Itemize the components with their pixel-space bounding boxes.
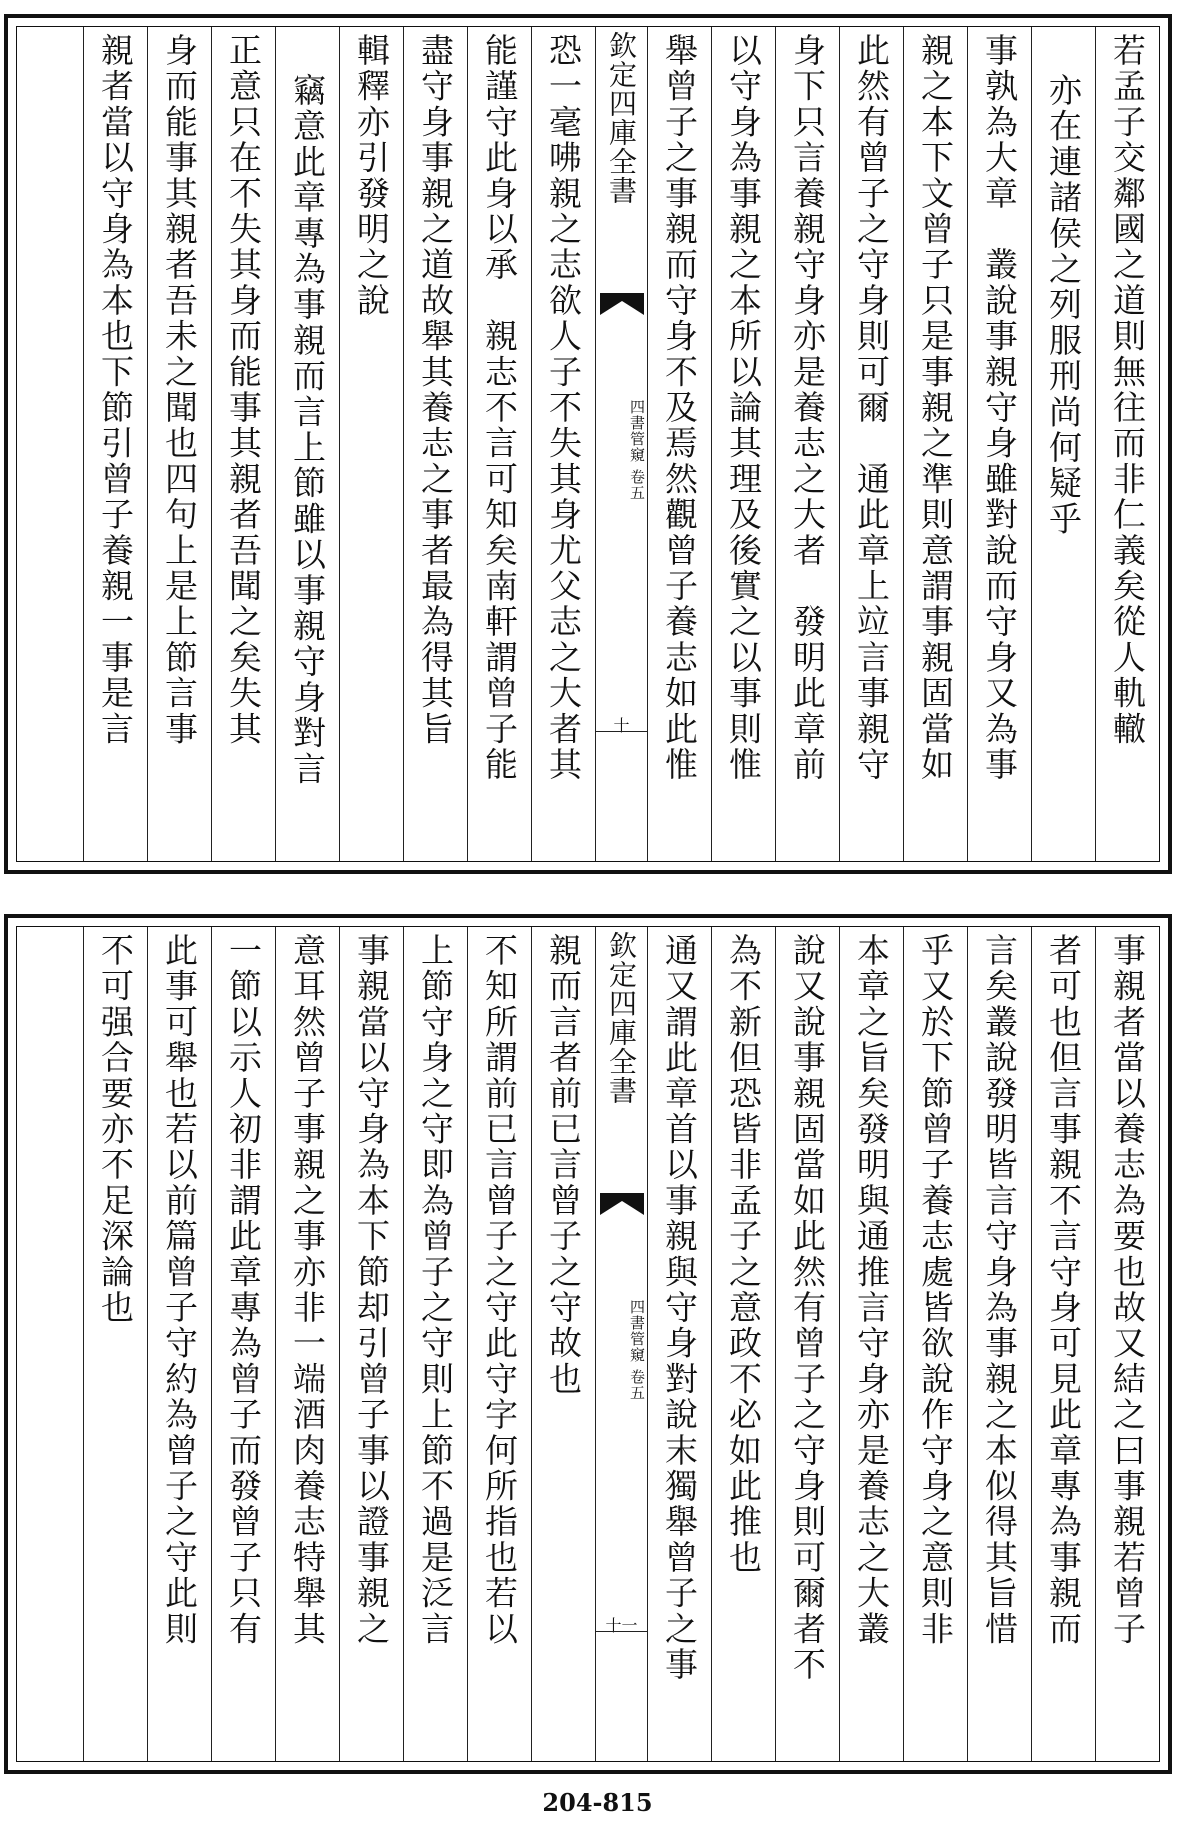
text-column: 言矣叢說發明皆言守身為事親之本似得其旨惜: [967, 927, 1031, 1761]
section-label: 四書管窺 卷五: [628, 1299, 646, 1401]
fish-tail-mark-icon: [600, 1193, 644, 1215]
text-column: 不知所謂前已言曾子之守此守字何所指也若以: [467, 927, 531, 1761]
text-column: 親而言者前已言曾子之守故也: [531, 927, 595, 1761]
text-column: 正意只在不失其身而能事其親者吾聞之矣失其: [211, 27, 275, 861]
text-column: 事親當以守身為本下節却引曾子事以證事親之: [339, 927, 403, 1761]
section-label: 四書管窺 卷五: [628, 399, 646, 501]
folio-number: 十一: [605, 1616, 638, 1635]
text-columns-bottom: [17, 927, 1159, 1761]
text-column: 上節守身之守即為曾子之守則上節不過是泛言: [403, 927, 467, 1761]
text-column: 說又說事親固當如此然有曾子之守身則可爾者不: [775, 927, 839, 1761]
center-fold: [595, 27, 647, 861]
folio-rule: [596, 731, 647, 733]
text-column: 此然有曾子之守身則可爾 通此章上竝言事親守: [839, 27, 903, 861]
folio-rule: [596, 1631, 647, 1633]
folio-number: 十: [613, 716, 630, 735]
text-column: 事親者當以養志為要也故又結之曰事親若曾子: [1095, 927, 1159, 1761]
text-column: 本章之旨矣發明與通推言守身亦是養志之大叢: [839, 927, 903, 1761]
text-column: 不可强合要亦不足深論也: [83, 927, 147, 1761]
page-bottom: [4, 914, 1172, 1774]
text-column: 親者當以守身為本也下節引曾子養親一事是言: [83, 27, 147, 861]
header-title: 欽定四庫全書: [605, 931, 638, 1105]
text-column: 盡守身事親之道故舉其養志之事者最為得其旨: [403, 27, 467, 861]
text-column: 意耳然曾子事親之事亦非一端酒肉養志特舉其: [275, 927, 339, 1761]
text-column: 亦在連諸侯之列服刑尚何疑乎: [1031, 27, 1095, 861]
text-column: 若孟子交鄰國之道則無往而非仁義矣從人軌轍: [1095, 27, 1159, 861]
text-column: 輯釋亦引發明之說: [339, 27, 403, 861]
text-column: 事孰為大章 叢說事親守身雖對說而守身又為事: [967, 27, 1031, 861]
text-column: 舉曾子之事親而守身不及焉然觀曾子養志如此惟: [647, 27, 711, 861]
text-column: 以守身為事親之本所以論其理及後實之以事則惟: [711, 27, 775, 861]
text-column: 恐一毫咈親之志欲人子不失其身尤父志之大者其: [531, 27, 595, 861]
text-column: 身下只言養親守身亦是養志之大者 發明此章前: [775, 27, 839, 861]
text-column: 乎又於下節曾子養志處皆欲說作守身之意則非: [903, 927, 967, 1761]
text-columns-top: [17, 27, 1159, 861]
text-column: 一節以示人初非謂此章專為曾子而發曾子只有: [211, 927, 275, 1761]
fish-tail-mark-icon: [600, 293, 644, 315]
page-number: 204-815: [542, 1788, 653, 1817]
text-column: 竊意此章專為事親而言上節雖以事親守身對言: [275, 27, 339, 861]
center-fold: [595, 927, 647, 1761]
header-title: 欽定四庫全書: [605, 31, 638, 205]
text-column: 此事可舉也若以前篇曾子守約為曾子之守此則: [147, 927, 211, 1761]
text-column: 為不新但恐皆非孟子之意政不必如此推也: [711, 927, 775, 1761]
page-top: [4, 14, 1172, 874]
text-column: 者可也但言事親不言守身可見此章專為事親而: [1031, 927, 1095, 1761]
text-column: 親之本下文曾子只是事親之準則意謂事親固當如: [903, 27, 967, 861]
text-column: 能謹守此身以承 親志不言可知矣南軒謂曾子能: [467, 27, 531, 861]
text-column: 通又謂此章首以事親與守身對說末獨舉曾子之事: [647, 927, 711, 1761]
text-column: 身而能事其親者吾未之聞也四句上是上節言事: [147, 27, 211, 861]
